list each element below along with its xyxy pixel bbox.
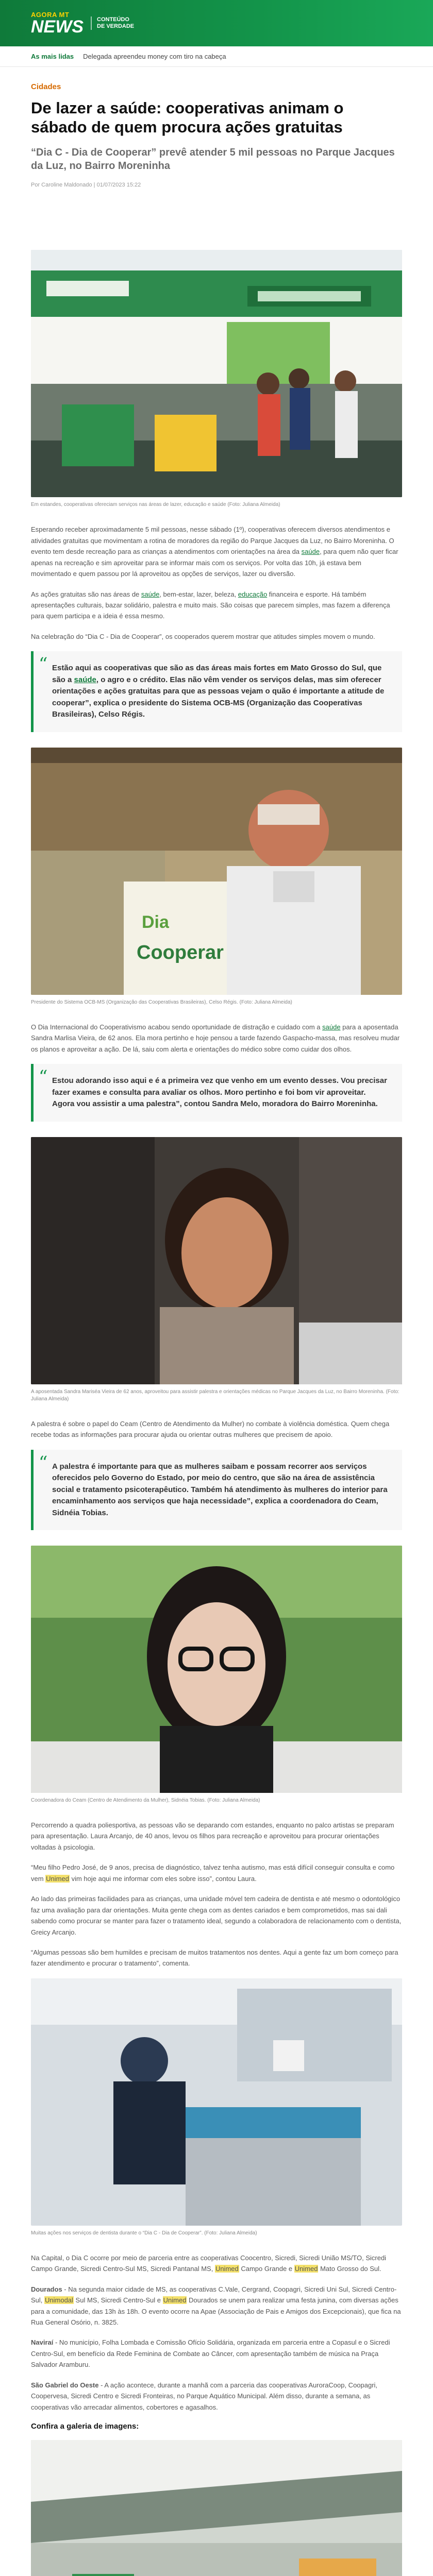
article-category[interactable]: Cidades [31, 82, 61, 91]
logo-main-text: NEWS [31, 16, 84, 37]
gallery-title: Confira a galeria de imagens: [31, 2422, 139, 2431]
education-link[interactable]: educação [238, 590, 268, 598]
quote-celso-regis-text-a: Estão aqui as cooperativas que são as das áreas mais fortes em Mato Grosso do Sul, que são a [52, 664, 382, 684]
gallery-image-graphic [31, 2440, 402, 2576]
paragraph-activities-text-a: As ações gratuitas são nas áreas de [31, 590, 141, 598]
quote-icon: “ [39, 654, 48, 675]
paragraph-capital [31, 2252, 402, 2275]
paragraph-dourados-text-c: Dourados se unem para realizar uma festa junina, com diversas ações para a comunidade, das 13h às 18h. O evento ocorre na Apae (Associação de Pais e Amigos dos Excepcionais), que fica na Rua General Osório, n. 3825. [31, 2296, 401, 2326]
logo-tag-line2: DE VERDADE [97, 23, 135, 29]
city-label-dourados: Dourados [31, 2285, 62, 2293]
health-link[interactable]: saúde [322, 1023, 341, 1031]
paragraph-capital-text-c: Mato Grosso do Sul. [318, 2265, 381, 2273]
paragraph-celebration: Na celebração do “Dia C - Dia de Cooperar”, os cooperados querem mostrar que atitudes simples movem o mundo. [31, 632, 375, 640]
paragraph-capital-text-a: Na Capital, o Dia C ocorre por meio de parceria entre as cooperativas Coocentro, Sicredi, Sicredi União MS/TO, Sicredi Campo Grande, Sicredi Centro-Sul MS, Sicredi Pantanal MS, [31, 2253, 387, 2273]
paragraph-activities [31, 589, 402, 622]
quote-celso-regis [31, 651, 402, 732]
paragraph-navirai [31, 2337, 402, 2370]
paragraph-laura-text-b: vim hoje aqui me informar com eles sobre isso”, contou Laura. [69, 1874, 257, 1883]
site-header [0, 0, 433, 46]
health-link[interactable]: saúde [74, 675, 96, 684]
paragraph-laura [31, 1862, 402, 1884]
quote-celso-regis-text-b: , o agro e o crédito. Elas não vêm vender os serviços delas, mas sim oferecer orientações e ações gratuitas para que as pessoas vejam o quão é importante a atitude de cooperar”, explica o presidente do Sistema OCB-MS (Organização das Cooperativas Brasileiras), Celso Régis. [52, 675, 385, 719]
highlight-unimodal: Unimodal [45, 2296, 73, 2304]
highlight-unimed: Unimed [163, 2296, 187, 2304]
svg-text:Dia: Dia [142, 912, 169, 932]
photo-coordinator-figure [31, 1546, 402, 1804]
paragraph-ceam: A palestra é sobre o papel do Ceam (Centro de Atendimento da Mulher) no combate à violência doméstica. Quem chega recebe todas as informações para procurar ajuda ou orientar outras mulheres que precisem de apoio. [31, 1419, 390, 1439]
photo-sandra[interactable] [31, 1137, 402, 1384]
quote-sandra [31, 1064, 402, 1122]
photo-dentist-figure [31, 1978, 402, 2237]
photo-president-graphic [31, 748, 402, 995]
paragraph-court: Percorrendo a quadra poliesportiva, as pessoas vão se deparando com estandes, enquanto no palco artistas se preparam para apresentação. Laura Arcanjo, de 40 anos, levou os filhos para recreação e aproveitou para procurar orientações voltadas à psicologia. [31, 1821, 394, 1851]
health-link[interactable]: saúde [301, 548, 320, 556]
photo-stands[interactable] [31, 250, 402, 497]
paragraph-dentist-quote: “Algumas pessoas são bem humildes e precisam de muitos tratamentos nos dentes. Aqui a gente faz um bom começo para fazer atendimento e procurar o tratamento”, comenta. [31, 1948, 398, 1968]
paragraph-activities-text-c: financeira e esporte. Há também apresentações culturais, bazar solidário, palestra e muito mais. São coisas que parecem simples, mas fazem a diferença para quem participa e a ideia é essa mesmo. [31, 590, 390, 620]
highlight-unimed: Unimed [294, 2265, 318, 2273]
photo-president-figure [31, 748, 402, 1006]
paragraph-navirai-text: - No município, Folha Lombada e Comissão Ofício Solidária, organizada em parceria entre a Copasul e o Sicredi Centro-Sul, em benefício da Rede Feminina de Combate ao Câncer, com apresentação também de música na Praça Salvador Aramburu. [31, 2338, 390, 2369]
logo-tag-line1: CONTEÚDO [97, 16, 129, 23]
article-byline: Por Caroline Maldonado | 01/07/2023 15:22 [31, 182, 141, 189]
quote-sidneia [31, 1450, 402, 1531]
trending-bar [0, 46, 433, 67]
paragraph-intro [31, 524, 402, 579]
paragraph-dourados [31, 2284, 402, 2328]
highlight-unimed: Unimed [46, 1874, 69, 1883]
quote-sandra-text: Estou adorando isso aqui e é a primeira vez que venho em um evento desses. Vou precisar fazer exames e consulta para avaliar os olhos. Moro pertinho e foi bom vir aproveitar. Agora vou assistir a uma palestra”, contou Sandra Melo, moradora do Bairro Moreninha. [52, 1076, 387, 1109]
logo-top-text: AGORA MT [31, 10, 70, 19]
health-link[interactable]: saúde [141, 590, 160, 598]
city-label-sao-gabriel: São Gabriel do Oeste [31, 2381, 99, 2389]
paragraph-intro-text-b: , para quem não quer ficar apenas na recreação e sim aproveitar para se informar mais com os serviços. Por volta das 10h, já estava bem movimentado e quem passou por lá aproveitou as opções de serviços, lazer ou diversão. [31, 548, 398, 578]
photo-sandra-graphic [31, 1137, 402, 1384]
photo-coordinator-caption: Coordenadora do Ceam (Centro de Atendimento da Mulher), Sidnéia Tobias. (Foto: Juliana Almeida) [31, 1798, 260, 1803]
paragraph-dentist: Ao lado das primeiras facilidades para as crianças, uma unidade móvel tem cadeira de dentista e até mesmo o odontológico faz uma avaliação para dar orientações. Muita gente chega com as dentes cariados e bem comprometidos, mas sai dali sabendo como procurar se manter para fazer o tratamento ideal, segundo a colaboradora de relacionamento com o dentista, Greicy Arcanjo. [31, 1895, 402, 1936]
paragraph-sandra [31, 1022, 402, 1055]
photo-stands-graphic [31, 250, 402, 497]
photo-coordinator-graphic [31, 1546, 402, 1793]
quote-icon: “ [39, 1066, 48, 1088]
article-subtitle: “Dia C - Dia de Cooperar” prevê atender 5 mil pessoas no Parque Jacques da Luz, no Bairro Moreninha [31, 147, 395, 172]
paragraph-sandra-text-a: O Dia Internacional do Cooperativismo acabou sendo oportunidade de distração e cuidado com a [31, 1023, 323, 1031]
photo-sandra-caption: A aposentada Sandra Mariséa Vieira de 62 anos, aproveitou para assistir palestra e orientações médicas no Parque Jacques da Luz, no Bairro Moreninha. (Foto: Juliana Almeida) [31, 1388, 399, 1402]
photo-stands-caption: Em estandes, cooperativas ofereciam serviços nas áreas de lazer, educação e saúde (Foto: Juliana Almeida) [31, 502, 280, 508]
paragraph-dourados-text-a: - Na segunda maior cidade de MS, as cooperativas C.Vale, Cergrand, Coopagri, Sicredi Uni Sul, Sicredi Centro-Sul, [31, 2285, 397, 2304]
photo-coordinator[interactable] [31, 1546, 402, 1793]
paragraph-activities-text-b: , bem-estar, lazer, beleza, [159, 590, 238, 598]
paragraph-intro-text-a: Esperando receber aproximadamente 5 mil pessoas, nesse sábado (1º), cooperativas oferecem diversos atendimentos e atividades gratuitas que movimentam a rotina de moradores da região do Parque Jacques da Luz, no Bairro Moreninha. O evento tem desde recreação para as crianças a atendimentos com orientações na área da [31, 526, 394, 556]
trending-headline-link[interactable]: Delegada apreendeu money com tiro na cabeça [83, 53, 226, 60]
photo-dentist-caption: Muitas ações nos serviços de dentista durante o “Dia C - Dia de Cooperar”. (Foto: Juliana Almeida) [31, 2230, 257, 2236]
paragraph-sandra-text-b: para a aposentada Sandra Marlisa Vieira, de 62 anos. Ela mora pertinho e hoje pensou a tarde fazendo Gaspacho-massa, mas resolveu mudar os planos e aproveitar a ação. De lá, saiu com alerta e orientações do médico sobre como cuidar dos olhos. [31, 1023, 400, 1053]
quote-icon: “ [39, 1452, 48, 1473]
most-read-label[interactable]: As mais lidas [31, 53, 74, 60]
article-title: De lazer a saúde: cooperativas animam o sábado de quem procura ações gratuitas [31, 99, 344, 137]
paragraph-laura-text-a: “Meu filho Pedro José, de 9 anos, precisa de diagnóstico, talvez tenha autismo, mas está difícil conseguir consulta e como vem [31, 1863, 395, 1883]
paragraph-dourados-text-b: Sul MS, Sicredi Centro-Sul e [73, 2296, 163, 2304]
logo-mark [31, 11, 84, 36]
svg-text:Cooperar: Cooperar [137, 941, 224, 963]
photo-stands-figure [31, 250, 402, 509]
logo-tagline [91, 16, 134, 29]
photo-president[interactable] [31, 748, 402, 995]
quote-sidneia-text: A palestra é importante para que as mulheres saibam e possam recorrer aos serviços oferecidos pelo Governo do Estado, por meio do centro, que são na área de assistência social e tratamento psicoterapêutico. Também há atendimento às mulheres do interior para encaminhamento aos serviços que haja necessidade”, explica a coordenadora do Ceam, Sidnéia Tobias. [52, 1462, 388, 1517]
photo-dentist-graphic [31, 1978, 402, 2226]
photo-sandra-figure [31, 1137, 402, 1403]
gallery-image[interactable] [31, 2440, 402, 2576]
paragraph-sao-gabriel-text: - A ação acontece, durante a manhã com a parceria das cooperativas AuroraCoop, Coopagri, Coopervesa, Sicredi Centro e Sicredi Fronteiras, no Parque Aquático Municipal. Além disso, durante a semana, as cooperativas vão arrecadar alimentos, cobertores e agasalhos. [31, 2381, 378, 2411]
paragraph-sao-gabriel [31, 2380, 402, 2413]
article [31, 67, 402, 2576]
paragraph-capital-text-b: Campo Grande e [239, 2265, 294, 2273]
highlight-unimed: Unimed [215, 2265, 239, 2273]
photo-president-caption: Presidente do Sistema OCB-MS (Organização das Cooperativas Brasileiras), Celso Régis. (Foto: Juliana Almeida) [31, 999, 292, 1005]
photo-dentist[interactable] [31, 1978, 402, 2226]
city-label-navirai: Naviraí [31, 2338, 54, 2347]
site-logo[interactable] [31, 11, 134, 36]
